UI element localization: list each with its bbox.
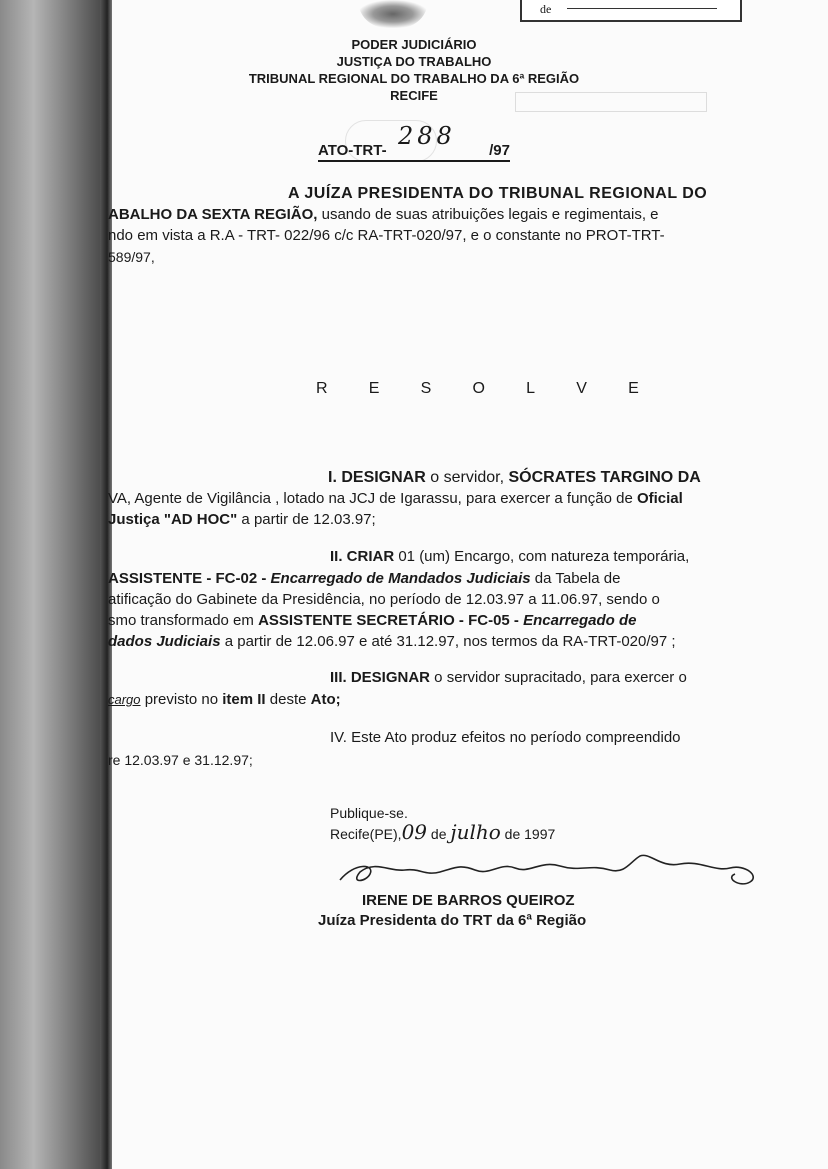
preamble-line-3: ndo em vista a R.A - TRT- 022/96 c/c RA-TRT-020/97, e o constante no PROT-TRT- [108,227,665,244]
book-binding [0,0,112,1169]
act-prefix: ATO-TRT- [318,142,387,159]
item-1-line-1: I. DESIGNAR o servidor, SÓCRATES TARGINO DA [328,469,701,486]
protocol-stamp [520,0,742,22]
act-handwritten-number: 288 [398,122,456,150]
item-3-line-1: III. DESIGNAR o servidor supracitado, para exercer o [330,669,687,686]
preamble-line-4: 589/97, [108,249,155,265]
handwritten-day: 09 [401,820,428,844]
place-date-line: Recife(PE),09 de julho de 1997 [330,820,556,844]
header-line-1: PODER JUDICIÁRIO [351,37,477,52]
item-4-line-2: re 12.03.97 e 31.12.97; [108,752,253,768]
signatory-name: IRENE DE BARROS QUEIROZ [362,892,575,909]
item-2-line-3: atificação do Gabinete da Presidência, no período de 12.03.97 a 11.06.97, sendo o [108,591,660,608]
stamp-label: de [540,2,552,16]
item-1-line-3: Justiça "AD HOC" a partir de 12.03.97; [108,511,376,528]
act-year: /97 [489,142,510,159]
resolve-heading: R E S O L V E [316,380,658,397]
item-4-line-1: IV. Este Ato produz efeitos no período compreendido [330,729,681,746]
handwritten-month: julho [450,820,501,844]
preamble-line-2: ABALHO DA SEXTA REGIÃO, usando de suas atribuições legais e regimentais, e [108,206,659,223]
preamble-lead: A JUÍZA PRESIDENTA DO TRIBUNAL REGIONAL DO [288,185,708,202]
item-2-line-2: ASSISTENTE - FC-02 - Encarregado de Mandados Judiciais da Tabela de [108,570,621,587]
item-2-line-4: smo transformado em ASSISTENTE SECRETÁRIO - FC-05 - Encarregado de [108,612,637,629]
header-line-3: TRIBUNAL REGIONAL DO TRABALHO DA 6ª REGIÃO [248,71,580,86]
item-2-line-5: dados Judiciais a partir de 12.06.97 e até 31.12.97, nos termos da RA-TRT-020/97 ; [108,633,676,650]
item-2-line-1: II. CRIAR 01 (um) Encargo, com natureza temporária, [330,548,690,565]
signatory-title: Juíza Presidenta do TRT da 6ª Região [318,912,587,929]
header-line-2: JUSTIÇA DO TRABALHO [336,54,492,69]
handwritten-signature [330,842,770,894]
publish-order: Publique-se. [330,805,408,821]
header-line-4: RECIFE [390,88,438,103]
act-number-line [318,122,510,162]
item-3-line-2: cargo previsto no item II deste Ato; [108,691,341,708]
stamp-line [567,8,717,9]
item-1-line-2: VA, Agente de Vigilância , lotado na JCJ de Igarassu, para exercer a função de Oficial [108,490,683,507]
